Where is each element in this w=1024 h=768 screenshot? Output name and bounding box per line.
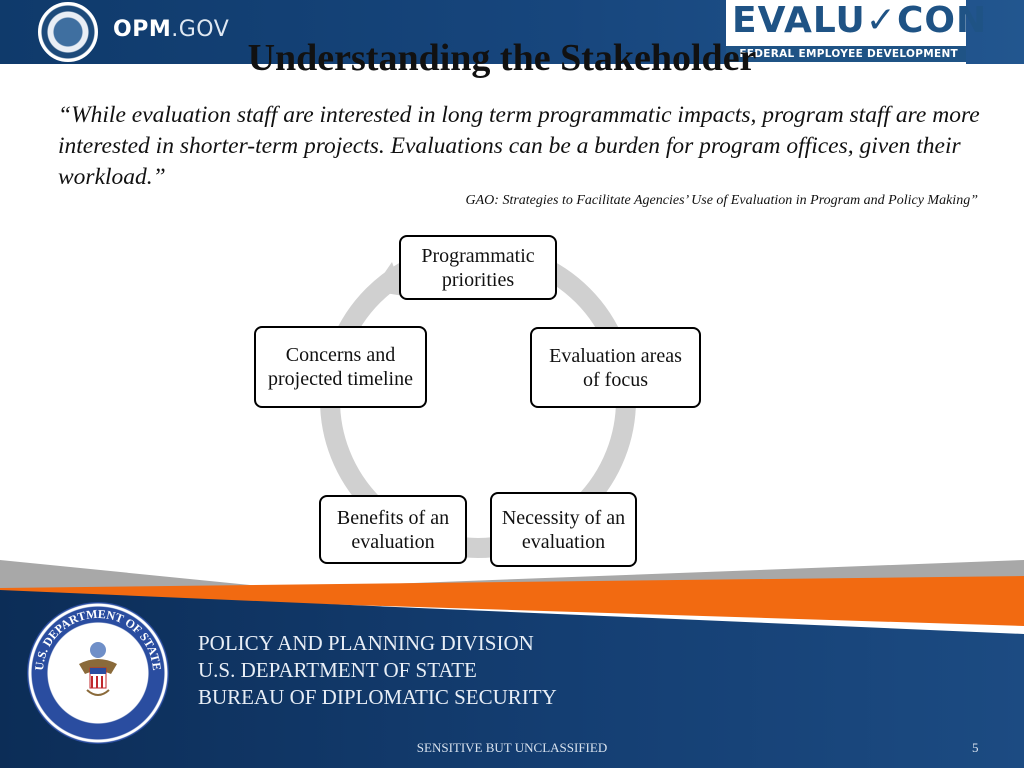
checkmark-icon: ✓ [865,0,897,41]
eagle-icon [77,640,119,702]
svg-text:DIPLOMATIC SECURITY: DIPLOMATIC SECURITY [46,679,150,724]
evaluation-logo-title: EVALU✓CON [732,0,988,41]
quote-citation: GAO: Strategies to Facilitate Agencies’ Use of Evaluation in Program and Policy Making” [465,193,978,208]
cycle-node-concerns: Concerns and projected timeline [254,326,427,408]
slide-title: Understanding the Stakeholder [247,37,757,79]
cycle-node-necessity: Necessity of an evaluation [490,492,637,567]
evaluation-logo-subtitle: FEDERAL EMPLOYEE DEVELOPMENT [726,46,966,62]
page-number: 5 [972,740,979,755]
opm-logo[interactable]: OPM.GOV [113,17,230,42]
svg-text:U.S. DEPARTMENT OF STATE: U.S. DEPARTMENT OF STATE [31,606,165,672]
department-of-state-seal [27,602,169,744]
cycle-node-evaluation-areas: Evaluation areas of focus [530,327,701,408]
footer-line-department: U.S. DEPARTMENT OF STATE [198,658,477,682]
classification-label: SENSITIVE BUT UNCLASSIFIED [416,740,608,755]
cycle-node-benefits: Benefits of an evaluation [319,495,467,564]
footer-line-bureau: BUREAU OF DIPLOMATIC SECURITY [198,685,557,709]
quote-text: “While evaluation staff are interested in long term programmatic impacts, program staff are more interested in shorter-term projects. Evaluations can be a burden for program offices, given their workload.” [58,102,980,190]
footer-organization-lines [198,630,557,711]
cycle-node-programmatic-priorities: Programmatic priorities [399,235,557,300]
footer-line-division: POLICY AND PLANNING DIVISION [198,631,534,655]
